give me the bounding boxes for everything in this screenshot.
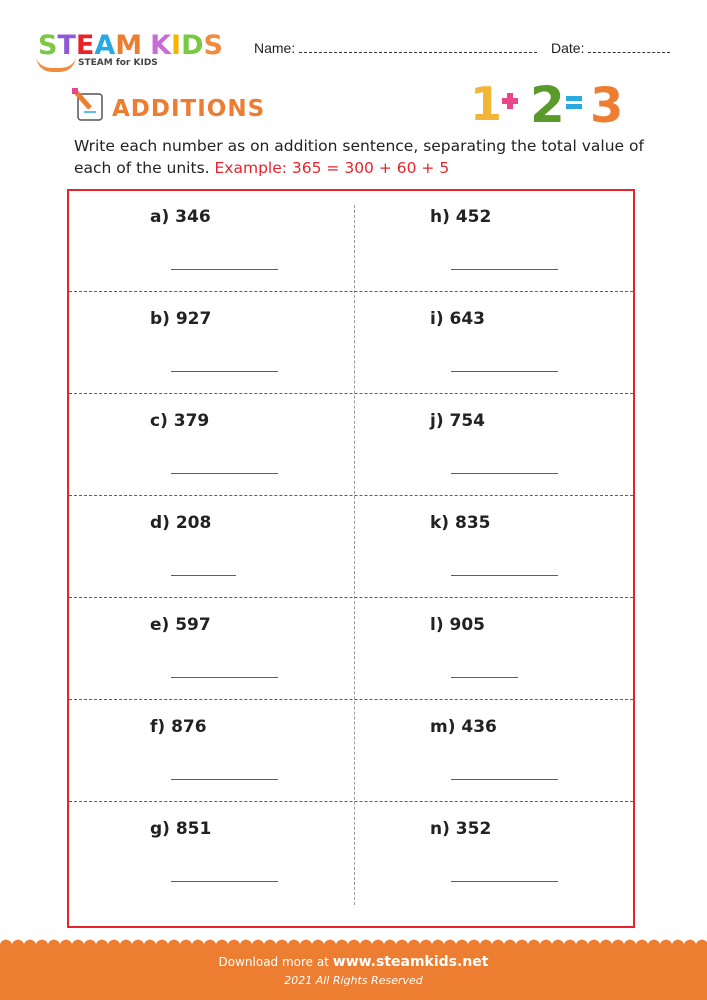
row-divider	[69, 495, 633, 496]
exercise-number: j) 754	[430, 411, 486, 431]
exercise-number: m) 436	[430, 717, 497, 737]
exercise-number: g) 851	[150, 819, 212, 839]
website-link[interactable]: www.steamkids.net	[332, 954, 489, 970]
exercise-number: e) 597	[150, 615, 211, 635]
answer-line[interactable]	[171, 371, 278, 372]
logo-letter: S	[38, 30, 58, 61]
copyright-text: 2021 All Rights Reserved	[284, 974, 423, 987]
logo-swoosh	[36, 56, 76, 72]
logo-letter: D	[181, 30, 204, 61]
row-divider	[69, 393, 633, 394]
steam-kids-logo	[38, 32, 223, 59]
answer-line[interactable]	[171, 779, 278, 780]
page-title: ADDITIONS	[112, 96, 266, 122]
example-text: Example: 365 = 300 + 60 + 5	[214, 159, 450, 177]
instructions-text: Write each number as on addition sentence, separating the total value of each of the units.	[74, 137, 644, 177]
exercise-number: i) 643	[430, 309, 486, 329]
exercise-number: c) 379	[150, 411, 210, 431]
row-divider	[69, 699, 633, 700]
answer-line[interactable]	[451, 473, 558, 474]
logo-subtitle: STEAM for KIDS	[78, 58, 158, 68]
logo-letter: K	[150, 30, 172, 61]
answer-line[interactable]	[171, 881, 278, 882]
svg-text:2: 2	[530, 76, 565, 125]
answer-line[interactable]	[171, 677, 278, 678]
logo-letter: A	[94, 30, 116, 61]
exercise-number: k) 835	[430, 513, 491, 533]
svg-text:3: 3	[590, 78, 624, 125]
logo-letter: I	[171, 30, 182, 61]
logo-letter: T	[57, 30, 76, 61]
answer-line[interactable]	[451, 677, 518, 678]
logo-letter: E	[75, 30, 95, 61]
logo-letter: M	[115, 30, 143, 61]
pencil-paper-icon	[72, 88, 106, 122]
name-field[interactable]	[254, 40, 537, 56]
row-divider	[69, 291, 633, 292]
answer-line[interactable]	[451, 371, 558, 372]
row-divider	[69, 597, 633, 598]
exercise-number: h) 452	[430, 207, 492, 227]
exercise-number: b) 927	[150, 309, 212, 329]
exercise-number: f) 876	[150, 717, 207, 737]
instructions	[74, 135, 654, 179]
answer-line[interactable]	[451, 881, 558, 882]
footer	[0, 944, 707, 1000]
exercise-number: d) 208	[150, 513, 212, 533]
date-field[interactable]	[551, 40, 670, 56]
download-text: Download more at	[218, 955, 329, 969]
answer-line[interactable]	[171, 269, 278, 270]
answer-line[interactable]	[451, 269, 558, 270]
svg-text:1: 1	[470, 77, 503, 125]
exercise-grid	[67, 189, 635, 928]
exercise-number: l) 905	[430, 615, 486, 635]
column-divider	[354, 205, 355, 905]
exercise-number: n) 352	[430, 819, 492, 839]
answer-line[interactable]	[451, 779, 558, 780]
date-label: Date:	[551, 40, 585, 56]
row-divider	[69, 801, 633, 802]
answer-line[interactable]	[171, 473, 278, 474]
answer-line[interactable]	[171, 575, 236, 576]
exercise-number: a) 346	[150, 207, 211, 227]
answer-line[interactable]	[451, 575, 558, 576]
logo-letter: S	[203, 30, 223, 61]
name-label: Name:	[254, 40, 296, 56]
numbers-mascot-icon	[468, 70, 638, 125]
